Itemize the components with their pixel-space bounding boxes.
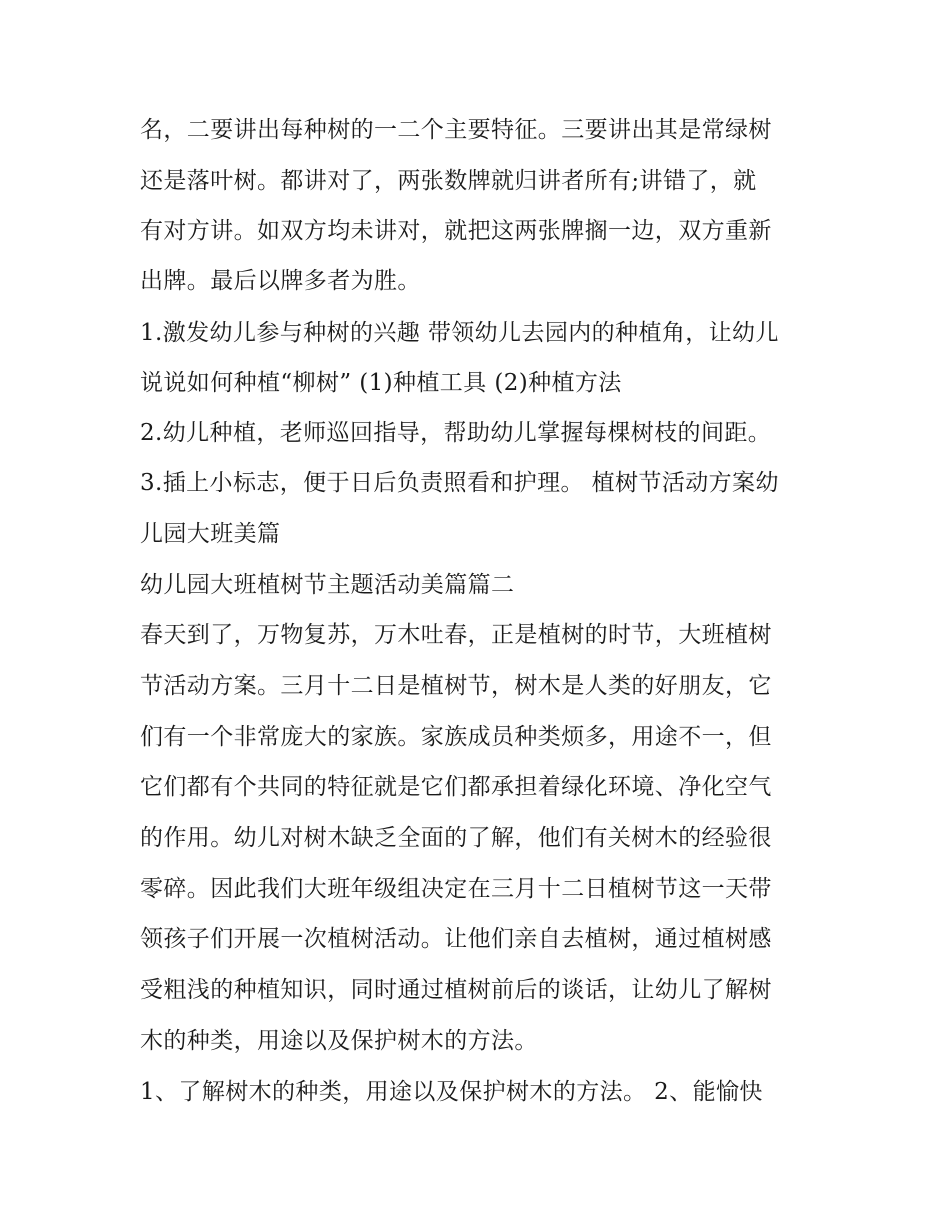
text-line: 零碎。因此我们大班年级组决定在三月十二日植树节这一天带 xyxy=(140,876,772,902)
text-line: 1.激发幼儿参与种树的兴趣 带领幼儿去园内的种植角，让幼儿 xyxy=(140,320,779,346)
text-line: 节活动方案。三月十二日是植树节，树木是人类的好朋友，它 xyxy=(140,673,772,699)
text-line: 有对方讲。如双方均未讲对，就把这两张牌搁一边，双方重新 xyxy=(140,218,772,244)
text-line: 受粗浅的种植知识，同时通过植树前后的谈话，让幼儿了解树 xyxy=(140,977,772,1003)
text-line: 还是落叶树。都讲对了，两张数牌就归讲者所有;讲错了，就 xyxy=(140,168,757,194)
text-line: 名，二要讲出每种树的一二个主要特征。三要讲出其是常绿树 xyxy=(140,117,772,143)
text-line: 领孩子们开展一次植树活动。让他们亲自去植树，通过植树感 xyxy=(140,926,772,952)
text-line: 说说如何种植“柳树” (1)种植工具 (2)种植方法 xyxy=(140,370,622,396)
section-heading: 幼儿园大班植树节主题活动美篇篇二 xyxy=(140,572,515,598)
text-line: 们有一个非常庞大的家族。家族成员种类烦多，用途不一，但 xyxy=(140,724,772,750)
text-line: 春天到了，万物复苏，万木吐春，正是植树的时节，大班植树 xyxy=(140,622,772,648)
text-line: 2.幼儿种植，老师巡回指导，帮助幼儿掌握每棵树枝的间距。 xyxy=(140,420,772,446)
text-line: 1、了解树木的种类，用途以及保护树木的方法。 2、能愉快 xyxy=(140,1079,763,1105)
text-line: 出牌。最后以牌多者为胜。 xyxy=(140,268,421,294)
text-line: 3.插上小标志，便于日后负责照看和护理。 植树节活动方案幼 xyxy=(140,470,779,496)
text-line: 的作用。幼儿对树木缺乏全面的了解，他们有关树木的经验很 xyxy=(140,825,772,851)
text-line: 木的种类，用途以及保护树木的方法。 xyxy=(140,1028,538,1054)
text-line: 儿园大班美篇 xyxy=(140,521,281,547)
text-line: 它们都有个共同的特征就是它们都承担着绿化环境、净化空气 xyxy=(140,774,772,800)
